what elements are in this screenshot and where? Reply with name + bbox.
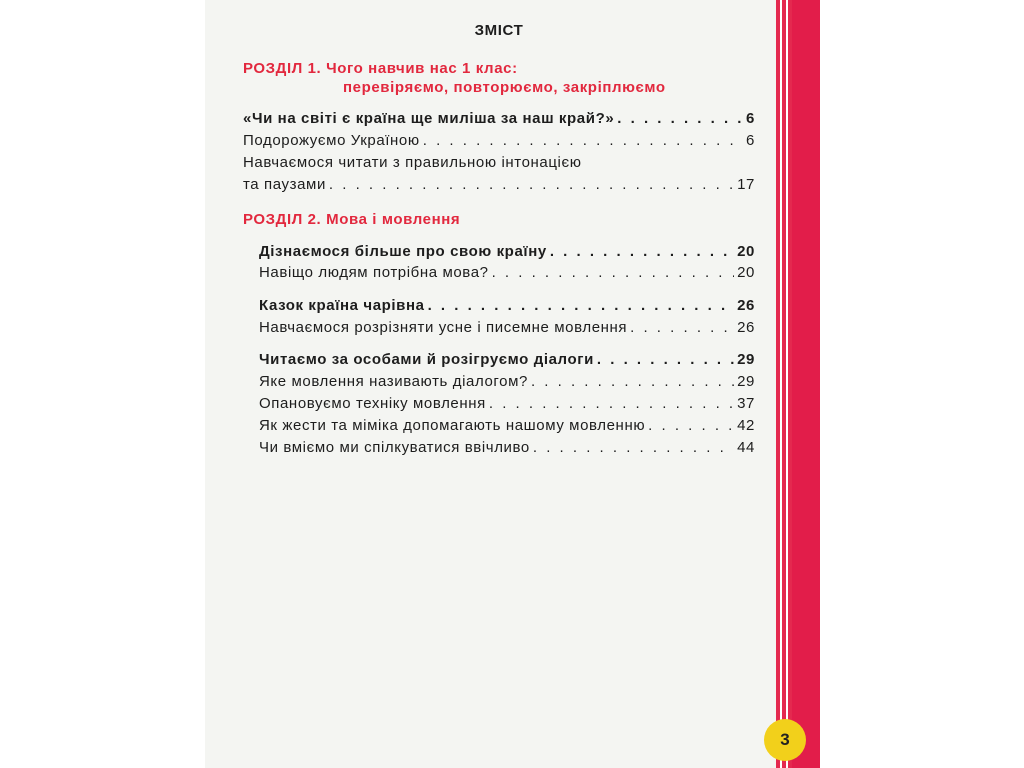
toc-entry[interactable] [243,318,755,338]
leader-dots [531,372,734,392]
toc-entry-page: 26 [737,297,755,314]
leader-dots [492,263,735,283]
leader-dots [423,131,743,151]
leader-dots [428,296,735,316]
toc-title: ЗМІСТ [474,22,524,39]
toc-entry-label: Яке мовлення називають діалогом? [259,373,528,390]
toc-entry-label-line1: Навчаємося читати з правильною інтонацією [243,154,582,171]
toc-entry[interactable] [243,372,755,392]
toc-entry[interactable] [243,242,755,262]
toc-entry-page: 20 [737,264,755,281]
section-1-heading [243,60,666,96]
toc-entry[interactable] [243,153,755,195]
toc-entry-page: 6 [746,132,755,149]
toc-entry-page: 29 [737,351,755,368]
toc-entry-page: 44 [737,439,755,456]
toc-entry-label: Як жести та міміка допомагають нашому мовленню [259,417,646,434]
toc-entry[interactable] [243,109,755,129]
toc-entry-page: 42 [737,417,755,434]
toc-entry-page: 29 [737,373,755,390]
toc-entry[interactable] [243,350,755,370]
toc-entry-page: 37 [737,395,755,412]
toc-entry-page: 26 [737,319,755,336]
toc-entry-label: Навчаємося розрізняти усне і писемне мовлення [259,319,628,336]
leader-dots [550,242,734,262]
leader-dots [533,438,734,458]
toc-entry-label: Казок країна чарівна [259,297,425,314]
leader-dots [617,109,743,129]
red-border-band [792,0,820,768]
red-border-stripes [776,0,820,768]
toc-entry-label: Подорожуємо Україною [243,132,420,149]
leader-dots [329,175,734,195]
leader-dots [630,318,734,338]
toc-entry-page: 17 [737,176,755,193]
toc-entry[interactable] [243,131,755,151]
leader-dots [648,416,734,436]
toc-entry-label: Опановуємо техніку мовлення [259,395,486,412]
toc-entry-label: Дізнаємося більше про свою країну [259,243,547,260]
section-1-heading-line2: перевіряємо, повторюємо, закріплюємо [343,79,666,96]
toc-entry-label: Читаємо за особами й розігруємо діалоги [259,351,594,368]
toc-entry[interactable] [243,394,755,414]
section-1-heading-line1: РОЗДІЛ 1. Чого навчив нас 1 клас: [243,60,518,77]
toc-entry-label: та паузами [243,176,326,193]
toc-entry-page: 6 [746,110,755,127]
toc-entry[interactable] [243,416,755,436]
leader-dots [597,350,734,370]
toc-entry-label: «Чи на світі є країна ще миліша за наш край?» [243,110,615,127]
toc-entry[interactable] [243,296,755,316]
toc-entry[interactable] [243,438,755,458]
toc-entry-page: 20 [737,243,755,260]
section-2-heading-line1: РОЗДІЛ 2. Мова і мовлення [243,211,461,228]
toc-entry-label: Чи вміємо ми спілкуватися ввічливо [259,439,530,456]
section-2-heading [243,211,460,228]
leader-dots [489,394,734,414]
toc-entry-label: Навіщо людям потрібна мова? [259,264,489,281]
toc-entry[interactable] [243,263,755,283]
page-number-badge: 3 [764,719,806,761]
